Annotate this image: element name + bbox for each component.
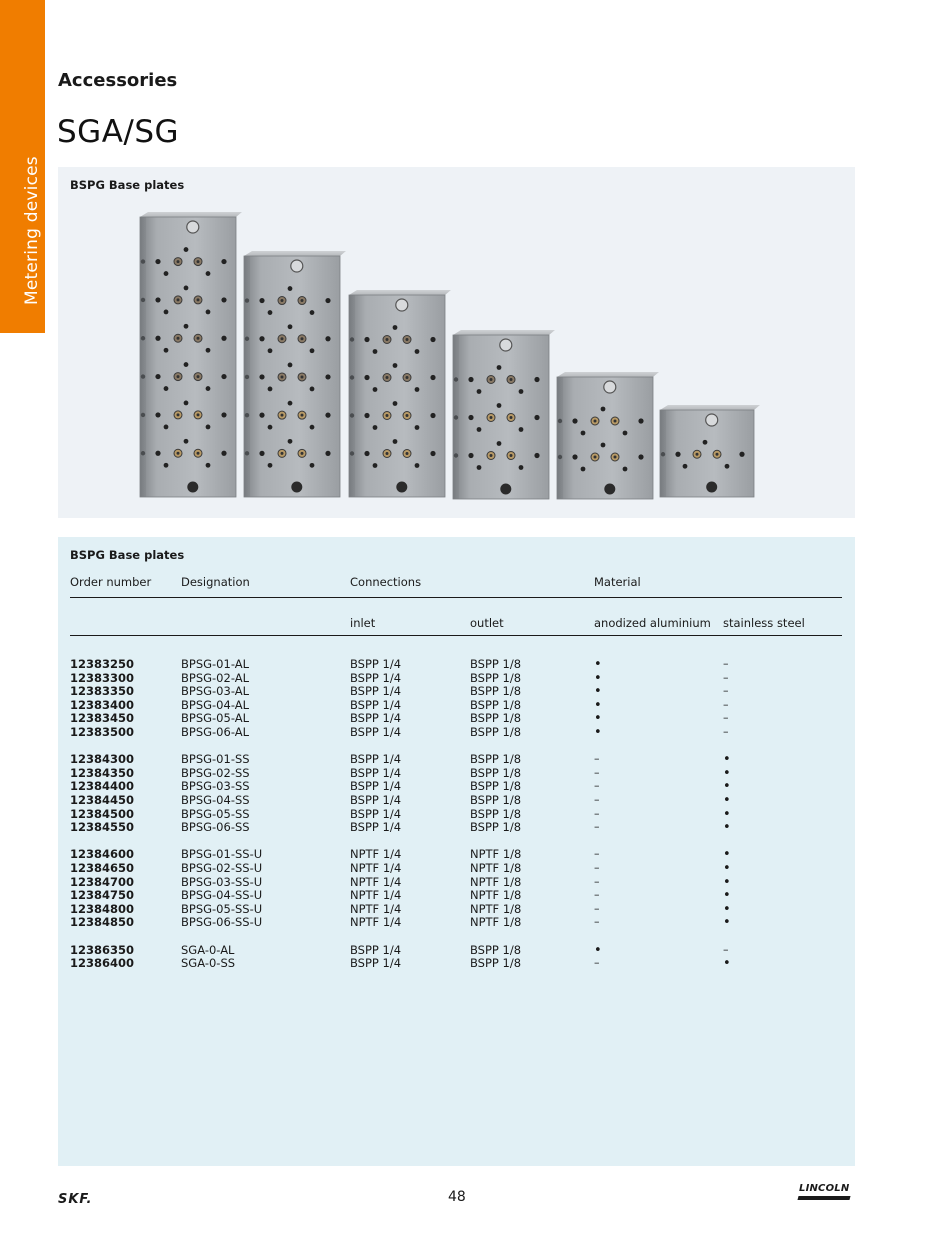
cell-outlet: BSPP 1/8 xyxy=(470,670,522,685)
cell-designation: SGA-0-SS xyxy=(181,956,236,971)
cell-anodized-aluminium: – xyxy=(594,765,600,779)
cell-designation: BPSG-04-SS xyxy=(181,793,250,807)
lincoln-logo xyxy=(796,1183,854,1203)
cell-designation: BPSG-05-SS xyxy=(181,806,250,821)
cell-anodized-aluminium: • xyxy=(594,684,602,700)
cell-anodized-aluminium: • xyxy=(594,725,602,740)
cell-inlet: BSPP 1/4 xyxy=(350,765,402,780)
cell-inlet: NPTF 1/4 xyxy=(350,901,402,916)
cell-anodized-aluminium: – xyxy=(594,793,600,806)
cell-inlet: NPTF 1/4 xyxy=(350,861,402,875)
cell-outlet: BSPP 1/8 xyxy=(470,942,522,957)
cell-order-number: 12384800 xyxy=(70,901,135,916)
header-connections: Connections xyxy=(350,575,422,589)
cell-stainless-steel: • xyxy=(723,874,731,890)
header-outlet: outlet xyxy=(470,616,504,630)
base-plates-image xyxy=(58,167,855,518)
header-anodized-aluminium: anodized aluminium xyxy=(594,616,711,630)
cell-order-number: 12384600 xyxy=(70,847,135,862)
cell-outlet: BSPP 1/8 xyxy=(470,956,522,971)
cell-order-number: 12384750 xyxy=(70,888,135,903)
lincoln-logo-underline xyxy=(797,1196,850,1200)
base-plate-2 xyxy=(244,251,346,497)
cell-order-number: 12384700 xyxy=(70,874,135,889)
cell-inlet: BSPP 1/4 xyxy=(350,956,402,971)
cell-stainless-steel: • xyxy=(723,765,731,781)
cell-anodized-aluminium: • xyxy=(594,697,602,713)
skf-logo: SKF. xyxy=(58,1192,93,1207)
cell-order-number: 12384550 xyxy=(70,820,135,835)
cell-stainless-steel: • xyxy=(723,793,731,808)
section-kicker: Accessories xyxy=(58,70,178,91)
cell-order-number: 12384850 xyxy=(70,915,135,930)
cell-anodized-aluminium: – xyxy=(594,752,600,766)
cell-outlet: NPTF 1/8 xyxy=(470,874,522,889)
cell-inlet: BSPP 1/4 xyxy=(350,657,402,671)
cell-anodized-aluminium: – xyxy=(594,806,600,820)
cell-inlet: NPTF 1/4 xyxy=(350,847,402,862)
cell-outlet: BSPP 1/8 xyxy=(470,765,522,780)
cell-stainless-steel: • xyxy=(723,956,731,972)
cell-inlet: BSPP 1/4 xyxy=(350,752,402,767)
cell-stainless-steel: • xyxy=(723,820,731,836)
cell-designation: BPSG-05-AL xyxy=(181,711,249,726)
cell-stainless-steel: – xyxy=(723,657,729,670)
cell-outlet: BSPP 1/8 xyxy=(470,806,522,821)
cell-inlet: NPTF 1/4 xyxy=(350,888,402,903)
cell-anodized-aluminium: • xyxy=(594,657,602,672)
cell-inlet: BSPP 1/4 xyxy=(350,806,402,821)
image-panel-title: BSPG Base plates xyxy=(70,178,185,192)
cell-order-number: 12383250 xyxy=(70,657,135,671)
order-table-panel xyxy=(58,537,855,1166)
cell-designation: BPSG-04-SS-U xyxy=(181,888,263,903)
cell-designation: BPSG-06-AL xyxy=(181,725,249,739)
product-image-panel xyxy=(58,167,855,518)
cell-stainless-steel: – xyxy=(723,684,729,698)
cell-order-number: 12384450 xyxy=(70,793,135,807)
cell-anodized-aluminium: – xyxy=(594,956,600,970)
cell-order-number: 12386400 xyxy=(70,956,135,971)
cell-outlet: BSPP 1/8 xyxy=(470,684,522,699)
cell-order-number: 12384650 xyxy=(70,861,135,875)
cell-anodized-aluminium: – xyxy=(594,820,600,834)
cell-order-number: 12383450 xyxy=(70,711,135,726)
cell-outlet: BSPP 1/8 xyxy=(470,711,522,726)
cell-stainless-steel: • xyxy=(723,847,731,863)
cell-stainless-steel: – xyxy=(723,711,729,725)
cell-inlet: BSPP 1/4 xyxy=(350,697,402,712)
cell-designation: SGA-0-AL xyxy=(181,942,235,957)
header-rule-top xyxy=(70,597,842,598)
cell-designation: BPSG-03-SS xyxy=(181,779,250,794)
base-plate-4 xyxy=(453,330,555,499)
header-stainless-steel: stainless steel xyxy=(723,616,805,630)
cell-outlet: BSPP 1/8 xyxy=(470,725,522,739)
cell-order-number: 12384350 xyxy=(70,765,135,780)
page-number: 48 xyxy=(448,1189,466,1205)
cell-designation: BPSG-02-SS xyxy=(181,765,250,780)
cell-inlet: BSPP 1/4 xyxy=(350,670,402,685)
cell-inlet: BSPP 1/4 xyxy=(350,942,402,957)
base-plate-1 xyxy=(140,212,242,497)
cell-order-number: 12383400 xyxy=(70,697,135,712)
cell-inlet: BSPP 1/4 xyxy=(350,725,402,739)
cell-stainless-steel: – xyxy=(723,725,729,738)
cell-outlet: BSPP 1/8 xyxy=(470,697,522,712)
header-order-number: Order number xyxy=(70,575,152,589)
cell-stainless-steel: • xyxy=(723,901,731,917)
cell-designation: BPSG-02-AL xyxy=(181,670,249,685)
cell-designation: BPSG-05-SS-U xyxy=(181,901,263,916)
cell-designation: BPSG-02-SS-U xyxy=(181,861,263,875)
cell-anodized-aluminium: • xyxy=(594,711,602,727)
cell-designation: BPSG-01-AL xyxy=(181,657,249,671)
cell-inlet: NPTF 1/4 xyxy=(350,915,402,930)
cell-outlet: BSPP 1/8 xyxy=(470,657,522,671)
cell-stainless-steel: • xyxy=(723,888,731,904)
cell-anodized-aluminium: – xyxy=(594,874,600,888)
base-plate-6 xyxy=(660,405,760,497)
cell-inlet: BSPP 1/4 xyxy=(350,711,402,726)
cell-anodized-aluminium: – xyxy=(594,861,600,874)
header-rule-bottom xyxy=(70,635,842,636)
cell-designation: BPSG-03-SS-U xyxy=(181,874,263,889)
cell-designation: BPSG-03-AL xyxy=(181,684,249,699)
header-inlet: inlet xyxy=(350,616,376,630)
cell-outlet: NPTF 1/8 xyxy=(470,915,522,930)
table-title: BSPG Base plates xyxy=(70,548,185,562)
cell-outlet: NPTF 1/8 xyxy=(470,861,522,875)
cell-anodized-aluminium: • xyxy=(594,670,602,686)
cell-anodized-aluminium: – xyxy=(594,901,600,915)
cell-inlet: BSPP 1/4 xyxy=(350,820,402,835)
cell-anodized-aluminium: – xyxy=(594,779,600,793)
cell-order-number: 12384500 xyxy=(70,806,135,821)
cell-order-number: 12383300 xyxy=(70,670,135,685)
cell-order-number: 12384300 xyxy=(70,752,135,767)
cell-outlet: NPTF 1/8 xyxy=(470,888,522,903)
cell-designation: BPSG-04-AL xyxy=(181,697,249,712)
cell-order-number: 12383500 xyxy=(70,725,135,739)
header-designation: Designation xyxy=(181,575,250,589)
cell-inlet: BSPP 1/4 xyxy=(350,793,402,807)
cell-anodized-aluminium: • xyxy=(594,942,602,958)
cell-stainless-steel: • xyxy=(723,779,731,795)
cell-stainless-steel: • xyxy=(723,861,731,876)
cell-outlet: BSPP 1/8 xyxy=(470,752,522,767)
side-tab xyxy=(0,0,45,333)
cell-stainless-steel: – xyxy=(723,942,729,956)
cell-designation: BPSG-06-SS-U xyxy=(181,915,263,930)
cell-outlet: NPTF 1/8 xyxy=(470,901,522,916)
cell-outlet: BSPP 1/8 xyxy=(470,793,522,807)
cell-order-number: 12386350 xyxy=(70,942,135,957)
base-plate-3 xyxy=(349,290,451,497)
cell-anodized-aluminium: – xyxy=(594,847,600,861)
cell-anodized-aluminium: – xyxy=(594,888,600,902)
side-tab-label: Metering devices xyxy=(22,156,42,305)
cell-designation: BPSG-06-SS xyxy=(181,820,250,835)
cell-designation: BPSG-01-SS-U xyxy=(181,847,263,862)
cell-anodized-aluminium: – xyxy=(594,915,600,929)
cell-outlet: NPTF 1/8 xyxy=(470,847,522,862)
base-plate-5 xyxy=(557,372,659,499)
cell-inlet: NPTF 1/4 xyxy=(350,874,402,889)
lincoln-logo-text: LINCOLN xyxy=(799,1183,850,1194)
cell-stainless-steel: • xyxy=(723,752,731,768)
cell-outlet: BSPP 1/8 xyxy=(470,779,522,794)
cell-inlet: BSPP 1/4 xyxy=(350,684,402,699)
header-material: Material xyxy=(594,575,641,589)
cell-stainless-steel: • xyxy=(723,806,731,822)
cell-order-number: 12383350 xyxy=(70,684,135,699)
cell-outlet: BSPP 1/8 xyxy=(470,820,522,835)
cell-designation: BPSG-01-SS xyxy=(181,752,250,767)
cell-stainless-steel: • xyxy=(723,915,731,931)
cell-stainless-steel: – xyxy=(723,670,729,684)
cell-inlet: BSPP 1/4 xyxy=(350,779,402,794)
cell-stainless-steel: – xyxy=(723,697,729,711)
page-title: SGA/SG xyxy=(57,114,180,150)
cell-order-number: 12384400 xyxy=(70,779,135,794)
